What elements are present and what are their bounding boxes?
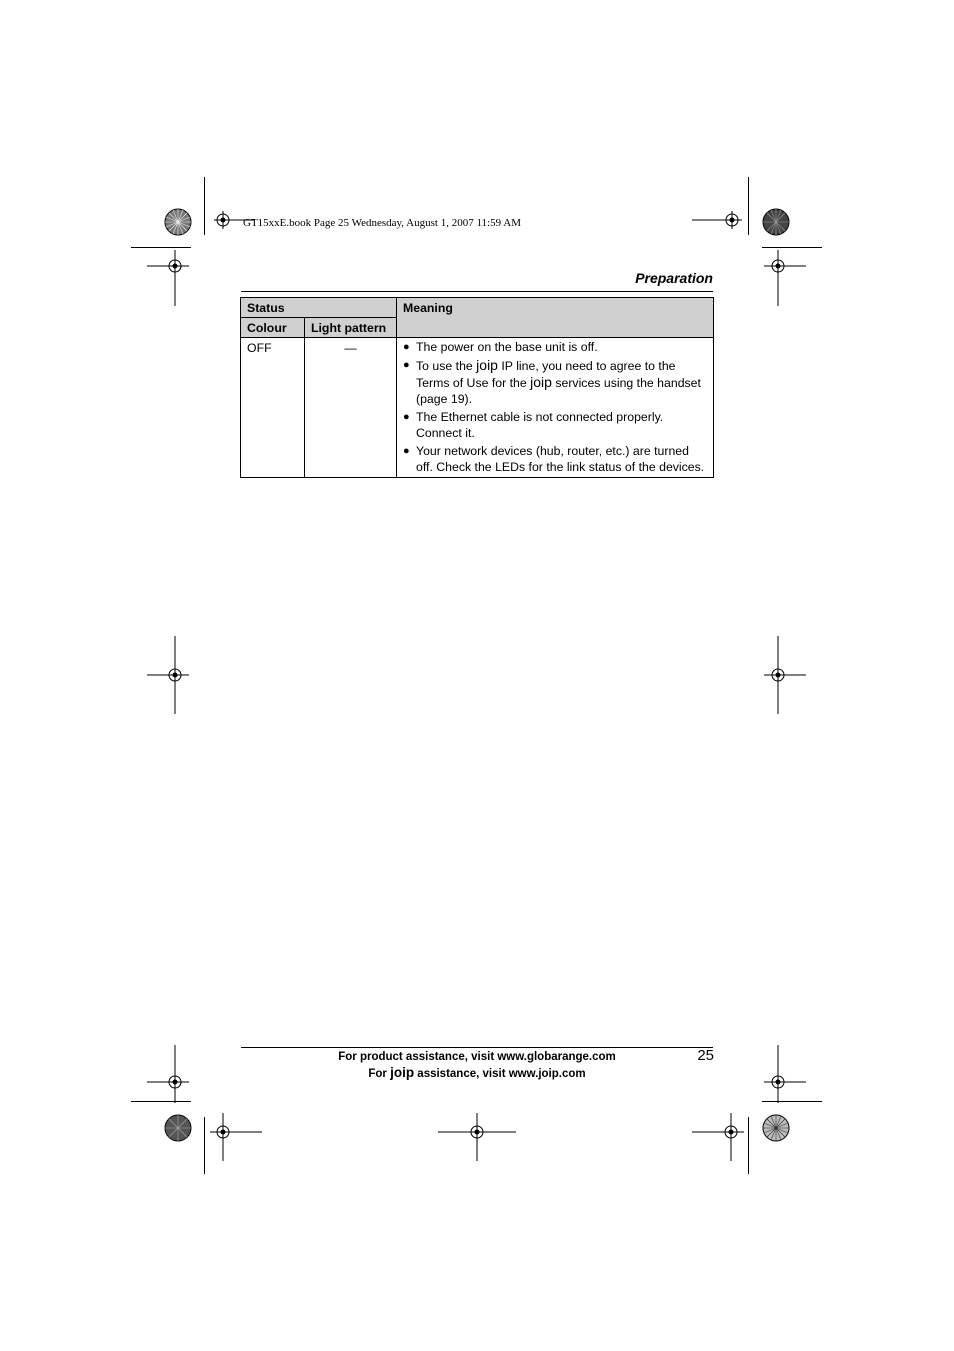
- footer-line-1: For product assistance, visit www.globarange.com: [338, 1051, 616, 1063]
- registration-rosette-icon: [164, 208, 192, 236]
- crosshair-register-icon: [692, 211, 742, 229]
- header-light-pattern: Light pattern: [305, 318, 397, 338]
- meaning-text: Your network devices (hub, router, etc.) are turned off. Check the LEDs for the link status of the devices.: [416, 444, 705, 474]
- list-item: [403, 357, 707, 407]
- footer: [300, 1049, 654, 1082]
- joip-brand: joip: [530, 374, 552, 390]
- meaning-list: [403, 339, 707, 475]
- footer-rule: [241, 1047, 713, 1048]
- section-title-rule: [241, 291, 713, 292]
- print-header: GT15xxE.book Page 25 Wednesday, August 1, 2007 11:59 AM: [243, 217, 521, 229]
- crosshair-register-icon: [438, 1113, 516, 1161]
- list-item: [403, 339, 707, 355]
- cell-meaning: [397, 338, 714, 478]
- crosshair-register-icon: [764, 636, 806, 714]
- header-meaning: Meaning: [397, 298, 714, 338]
- crosshair-register-icon: [147, 1045, 189, 1103]
- section-title: Preparation: [635, 270, 713, 286]
- footer-text-part: assistance, visit www.joip.com: [414, 1068, 586, 1080]
- joip-brand: joip: [476, 357, 498, 373]
- meaning-text: The Ethernet cable is not connected properly. Connect it.: [416, 410, 664, 440]
- registration-rosette-icon: [762, 208, 790, 236]
- meaning-text: services using the handset (page 19).: [416, 376, 701, 406]
- cell-colour: OFF: [241, 338, 305, 478]
- bullet-icon: ●: [403, 411, 410, 423]
- header-colour: Colour: [241, 318, 305, 338]
- table-row: [241, 338, 714, 478]
- crosshair-register-icon: [147, 636, 189, 714]
- list-item: [403, 443, 707, 475]
- footer-text-part: For: [368, 1068, 391, 1080]
- meaning-text: To use the: [416, 359, 477, 373]
- joip-brand: joip: [390, 1065, 415, 1080]
- meaning-text: The power on the base unit is off.: [416, 340, 598, 354]
- meaning-text: IP line, you need to agree to the Terms of Use for the: [416, 359, 676, 390]
- bullet-icon: ●: [403, 341, 410, 353]
- page-number: 25: [697, 1047, 714, 1064]
- header-status: Status: [241, 298, 397, 318]
- status-table: [240, 297, 714, 478]
- crosshair-register-icon: [210, 1113, 262, 1161]
- crosshair-register-icon: [764, 250, 806, 306]
- registration-rosette-icon: [164, 1114, 192, 1142]
- bullet-icon: ●: [403, 445, 410, 457]
- footer-line-2: [300, 1065, 654, 1082]
- crosshair-register-icon: [764, 1045, 806, 1103]
- cell-light-pattern: —: [305, 338, 397, 478]
- bullet-icon: ●: [403, 359, 410, 371]
- table-header-row: [241, 298, 714, 318]
- crosshair-register-icon: [147, 250, 189, 306]
- crosshair-register-icon: [692, 1113, 744, 1161]
- list-item: [403, 409, 707, 441]
- registration-rosette-icon: [762, 1114, 790, 1142]
